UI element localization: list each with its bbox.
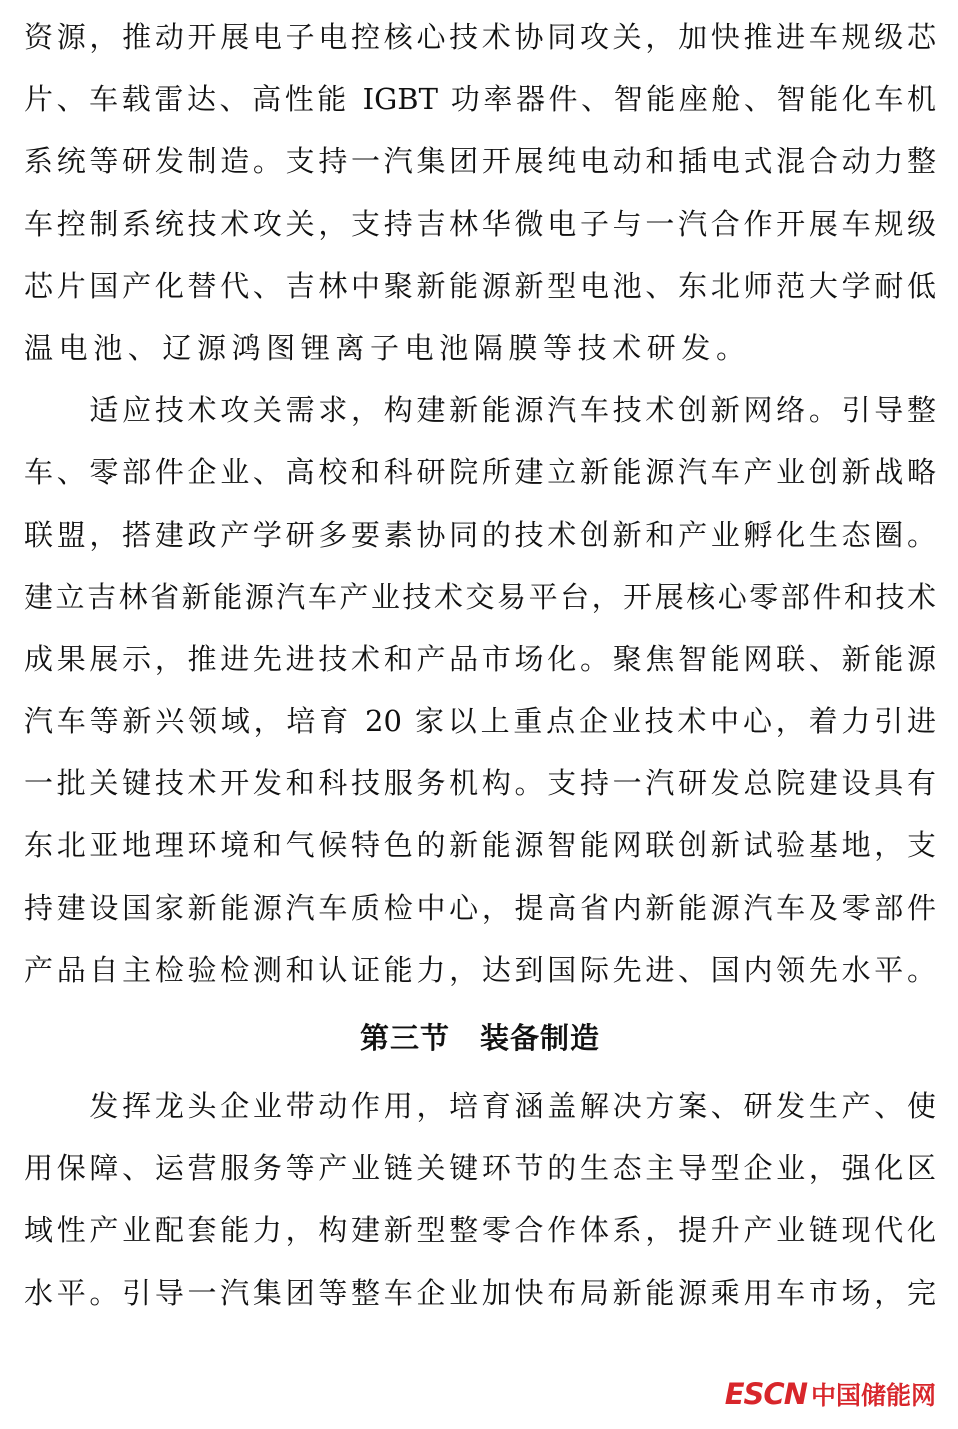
paragraph-1 — [24, 6, 936, 379]
watermark-brand-en: ESCN — [724, 1377, 807, 1411]
text-line: 片、车载雷达、高性能 IGBT 功率器件、智能座舱、智能化车机 — [24, 82, 936, 117]
text-line: 一批关键技术开发和科技服务机构。支持一汽研发总院建设具有 — [24, 766, 936, 801]
text-line: 建立吉林省新能源汽车产业技术交易平台，开展核心零部件和技术 — [24, 579, 936, 614]
watermark-brand-cn: 中国储能网 — [810, 1381, 936, 1410]
text-line: 资源，推动开展电子电控核心技术协同攻关，加快推进车规级芯 — [24, 20, 936, 54]
paragraph-3 — [24, 1075, 936, 1324]
text-line: 联盟，搭建政产学研多要素协同的技术创新和产业孵化生态圈。 — [24, 517, 936, 552]
text-line: 域性产业配套能力，构建新型整零合作体系，提升产业链现代化 — [24, 1213, 936, 1248]
text-line: 产品自主检验检测和认证能力，达到国际先进、国内领先水平。 — [24, 952, 936, 987]
escn-watermark-logo — [725, 1375, 936, 1413]
text-line: 车控制系统技术攻关，支持吉林华微电子与一汽合作开展车规级 — [24, 206, 936, 241]
text-line: 系统等研发制造。支持一汽集团开展纯电动和插电式混合动力整 — [24, 144, 936, 179]
paragraph-2 — [24, 379, 936, 1001]
text-line: 温电池、辽源鸿图锂离子电池隔膜等技术研发。 — [24, 330, 751, 365]
text-line: 适应技术攻关需求，构建新能源汽车技术创新网络。引导整 — [24, 393, 936, 428]
text-line: 用保障、运营服务等产业链关键环节的生态主导型企业，强化区 — [24, 1151, 936, 1186]
document-page — [24, 6, 936, 1324]
text-line: 发挥龙头企业带动作用，培育涵盖解决方案、研发生产、使 — [24, 1089, 936, 1123]
text-line: 汽车等新兴领域，培育 20 家以上重点企业技术中心，着力引进 — [24, 704, 936, 739]
text-line: 水平。引导一汽集团等整车企业加快布局新能源乘用车市场，完 — [24, 1275, 936, 1310]
text-line: 东北亚地理环境和气候特色的新能源智能网联创新试验基地，支 — [24, 828, 936, 863]
text-line: 芯片国产化替代、吉林中聚新能源新型电池、东北师范大学耐低 — [24, 268, 936, 303]
text-line: 成果展示，推进先进技术和产品市场化。聚焦智能网联、新能源 — [24, 641, 936, 676]
section-heading: 第三节 装备制造 — [359, 1021, 600, 1055]
text-line: 车、零部件企业、高校和科研院所建立新能源汽车产业创新战略 — [24, 455, 936, 490]
text-line: 持建设国家新能源汽车质检中心，提高省内新能源汽车及零部件 — [24, 890, 936, 925]
